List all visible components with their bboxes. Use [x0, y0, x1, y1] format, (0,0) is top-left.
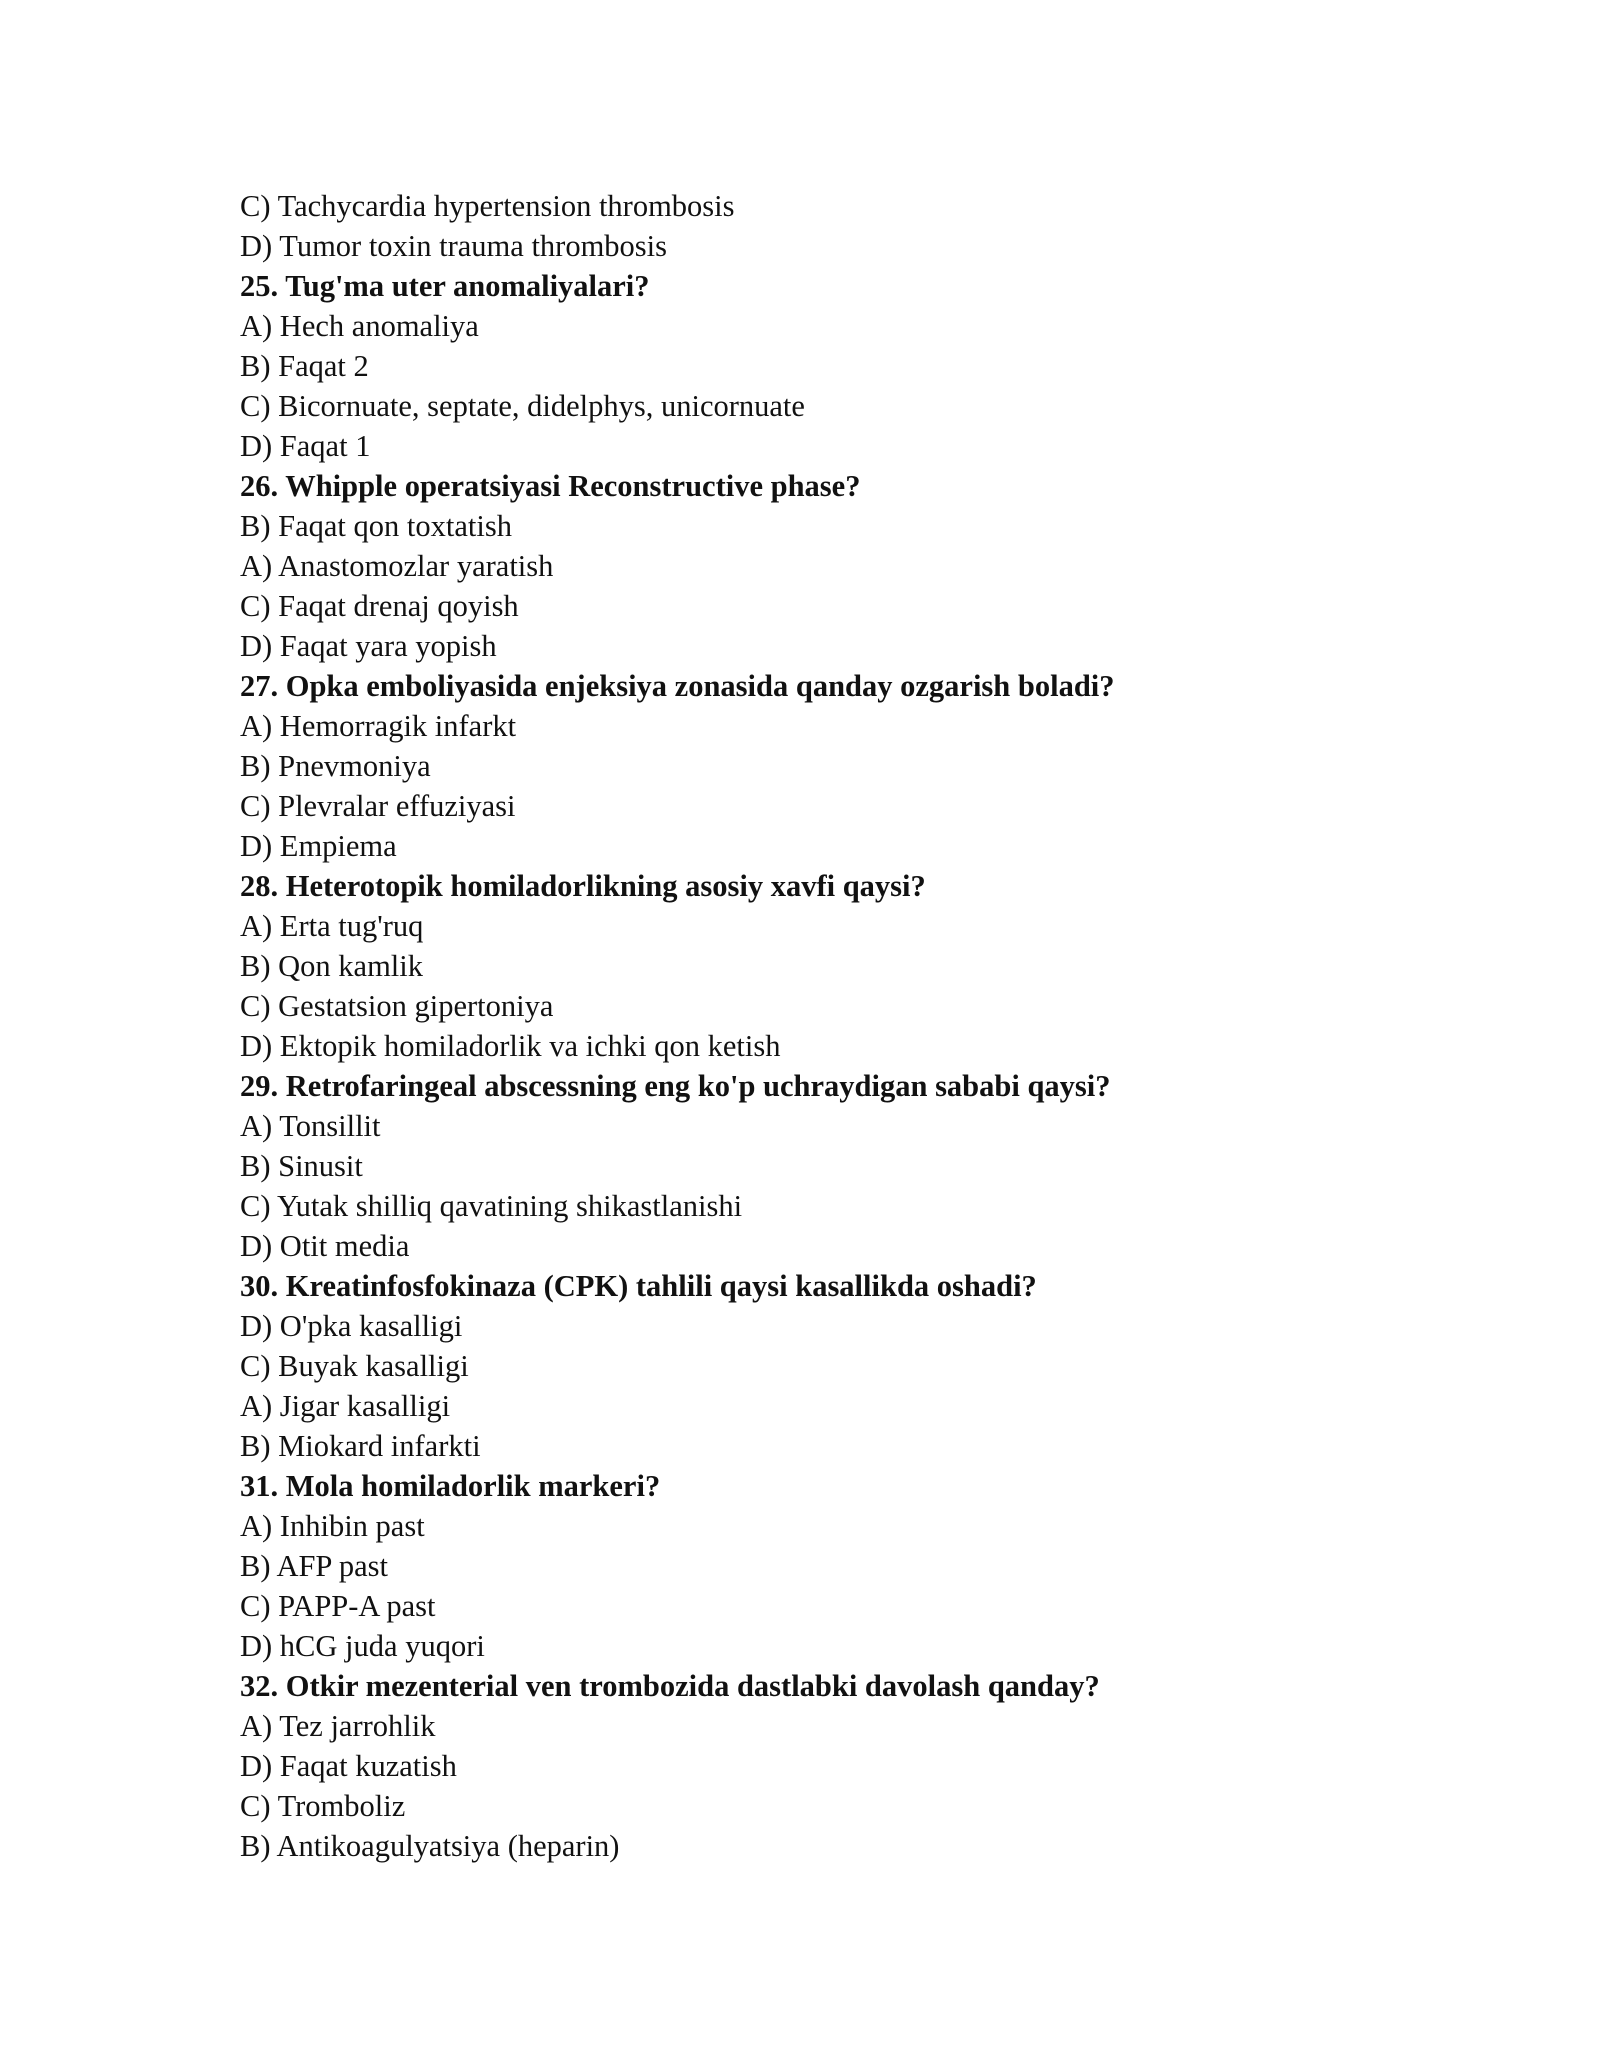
question-title: 26. Whipple operatsiyasi Reconstructive phase?	[240, 469, 861, 503]
answer-option: B) Sinusit	[240, 1149, 363, 1183]
answer-option: A) Anastomozlar yaratish	[240, 549, 554, 583]
answer-option: A) Erta tug'ruq	[240, 909, 424, 943]
question-title: 32. Otkir mezenterial ven trombozida dastlabki davolash qanday?	[240, 1669, 1100, 1703]
answer-option: B) Miokard infarkti	[240, 1429, 481, 1463]
answer-option: C) Yutak shilliq qavatining shikastlanishi	[240, 1189, 743, 1223]
answer-option: C) Tromboliz	[240, 1789, 406, 1823]
answer-option: C) Buyak kasalligi	[240, 1349, 469, 1383]
question-title: 28. Heterotopik homiladorlikning asosiy xavfi qaysi?	[240, 869, 926, 903]
question-list	[240, 186, 1440, 1866]
question-title: 27. Opka emboliyasida enjeksiya zonasida qanday ozgarish boladi?	[240, 669, 1115, 703]
answer-option: D) Tumor toxin trauma thrombosis	[240, 229, 668, 263]
question-title: 29. Retrofaringeal abscessning eng ko'p uchraydigan sababi qaysi?	[240, 1069, 1111, 1103]
answer-option: C) Plevralar effuziyasi	[240, 789, 516, 823]
answer-option: C) Tachycardia hypertension thrombosis	[240, 189, 735, 223]
answer-option: D) Ektopik homiladorlik va ichki qon ketish	[240, 1029, 781, 1063]
answer-option: D) O'pka kasalligi	[240, 1309, 463, 1343]
answer-option: A) Jigar kasalligi	[240, 1389, 451, 1423]
answer-option: B) Faqat 2	[240, 349, 369, 383]
answer-option: B) AFP past	[240, 1549, 389, 1583]
answer-option: A) Tez jarrohlik	[240, 1709, 436, 1743]
answer-option: C) Bicornuate, septate, didelphys, unicornuate	[240, 389, 805, 423]
answer-option: D) Faqat yara yopish	[240, 629, 497, 663]
answer-option: D) Empiema	[240, 829, 397, 863]
answer-option: D) Faqat kuzatish	[240, 1749, 457, 1783]
answer-option: D) Faqat 1	[240, 429, 371, 463]
answer-option: A) Hemorragik infarkt	[240, 709, 517, 743]
answer-option: A) Inhibin past	[240, 1509, 425, 1543]
answer-option: D) hCG juda yuqori	[240, 1629, 485, 1663]
answer-option: C) Gestatsion gipertoniya	[240, 989, 554, 1023]
question-title: 30. Kreatinfosfokinaza (CPK) tahlili qaysi kasallikda oshadi?	[240, 1269, 1037, 1303]
answer-option: B) Pnevmoniya	[240, 749, 431, 783]
answer-option: B) Qon kamlik	[240, 949, 423, 983]
answer-option: B) Faqat qon toxtatish	[240, 509, 512, 543]
answer-option: C) PAPP-A past	[240, 1589, 436, 1623]
question-title: 31. Mola homiladorlik markeri?	[240, 1469, 661, 1503]
answer-option: A) Hech anomaliya	[240, 309, 479, 343]
answer-option: C) Faqat drenaj qoyish	[240, 589, 519, 623]
answer-option: A) Tonsillit	[240, 1109, 381, 1143]
question-title: 25. Tug'ma uter anomaliyalari?	[240, 269, 650, 303]
answer-option: B) Antikoagulyatsiya (heparin)	[240, 1829, 620, 1863]
answer-option: D) Otit media	[240, 1229, 410, 1263]
